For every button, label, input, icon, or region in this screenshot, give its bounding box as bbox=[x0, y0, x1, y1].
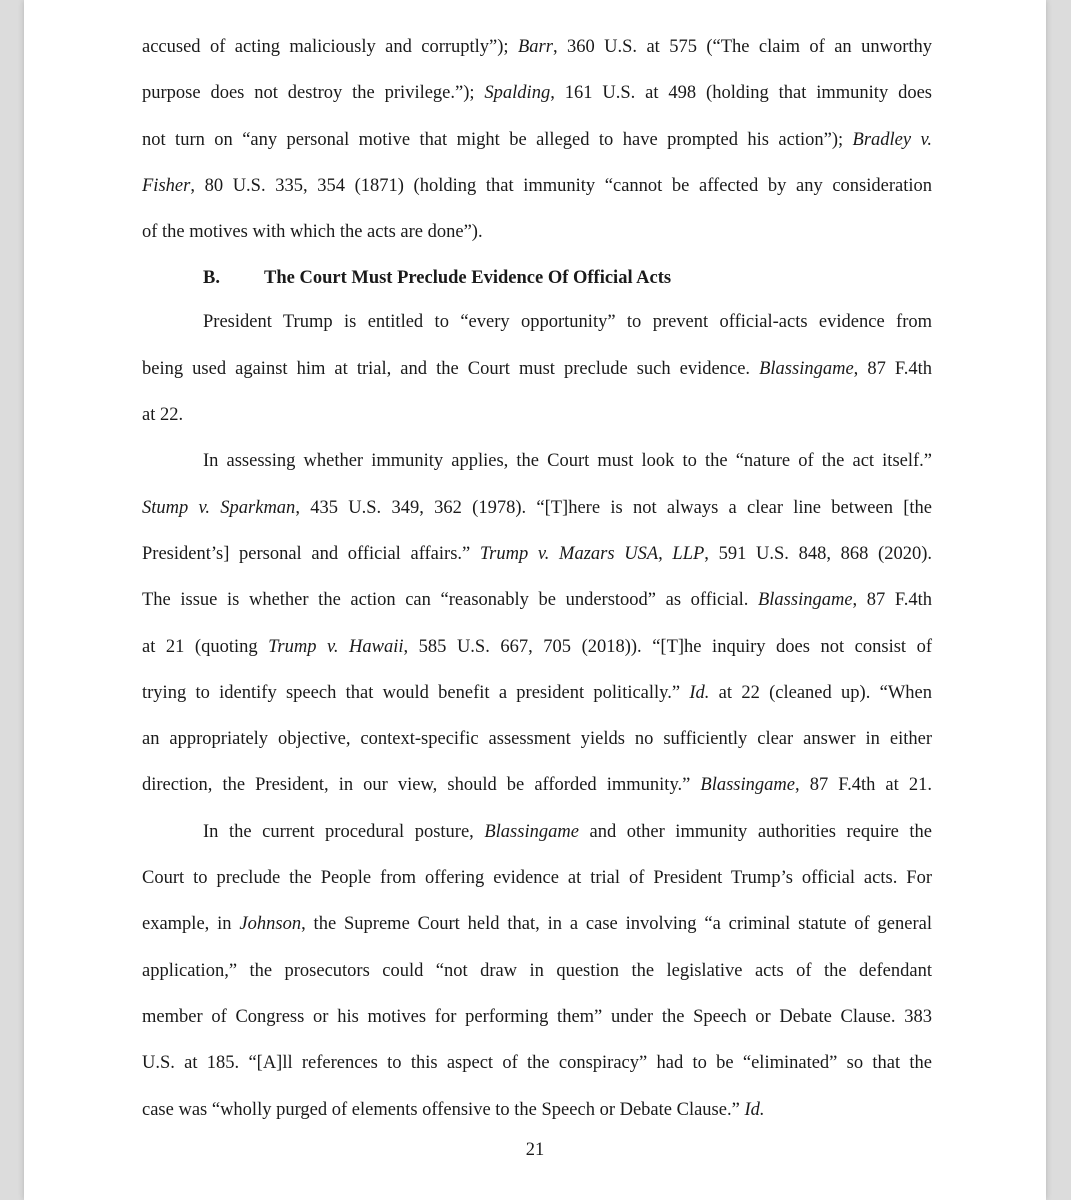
citation-italic: Blassingame bbox=[759, 358, 854, 379]
text-segment: , the Supreme Court held that, in a case involving “a criminal statute of general bbox=[301, 914, 932, 935]
text-line bbox=[142, 633, 932, 679]
citation-italic: Id. bbox=[689, 682, 710, 703]
citation-italic: Bradley v. bbox=[852, 129, 932, 150]
text-line bbox=[142, 1049, 932, 1095]
text-segment: at 22. bbox=[142, 405, 184, 426]
text-line bbox=[142, 33, 932, 79]
text-line bbox=[142, 725, 932, 771]
section-letter: B. bbox=[203, 268, 220, 289]
text-line bbox=[142, 818, 932, 864]
text-line bbox=[142, 447, 932, 493]
text-segment: , 585 U.S. 667, 705 (2018)). “[T]he inquiry does not consist of bbox=[403, 636, 932, 657]
text-segment: In assessing whether immunity applies, the Court must look to the “nature of the act itself.” bbox=[203, 451, 932, 472]
text-line bbox=[142, 79, 932, 125]
text-segment: and other immunity authorities require the bbox=[578, 821, 933, 842]
text-line bbox=[142, 1003, 932, 1049]
page-number: 21 bbox=[525, 1140, 545, 1160]
text-segment: Court to preclude the People from offering evidence at trial of President Trump’s official acts. For bbox=[142, 868, 932, 889]
paragraph-immunity-motives bbox=[142, 33, 932, 264]
text-segment: , 360 U.S. at 575 (“The claim of an unworthy bbox=[552, 37, 933, 57]
text-segment: U.S. at 185. “[A]ll references to this aspect of the conspiracy” had to be “eliminated” so that the bbox=[142, 1053, 932, 1074]
text-segment: case was “wholly purged of elements offensive to the Speech or Debate Clause.” bbox=[142, 1099, 745, 1120]
citation-italic: Id. bbox=[744, 1099, 765, 1120]
citation-italic: Blassingame bbox=[484, 821, 579, 842]
citation-italic: Blassingame bbox=[700, 775, 795, 796]
text-segment: being used against him at trial, and the Court must preclude such evidence. bbox=[142, 358, 760, 379]
text-segment: an appropriately objective, context-specific assessment yields no sufficiently clear answer in either bbox=[142, 729, 932, 750]
citation-italic: Blassingame bbox=[757, 590, 853, 611]
text-segment: not turn on “any personal motive that might be alleged to have prompted his action”); bbox=[142, 129, 853, 150]
text-line bbox=[142, 1096, 932, 1142]
text-segment: President’s] personal and official affairs.” bbox=[142, 543, 480, 564]
text-segment: , 80 U.S. 335, 354 (1871) (holding that immunity “cannot be affected by any consideration bbox=[190, 175, 932, 196]
citation-italic: Fisher bbox=[142, 175, 191, 196]
text-segment: , 435 U.S. 349, 362 (1978). “[T]here is not always a clear line between [the bbox=[295, 497, 932, 518]
section-heading bbox=[142, 264, 932, 308]
section-b-body bbox=[142, 308, 932, 1141]
citation-italic: Stump v. Sparkman bbox=[142, 497, 296, 518]
text-segment: In the current procedural posture, bbox=[203, 821, 485, 842]
text-segment: direction, the President, in our view, should be afforded immunity.” bbox=[142, 775, 701, 796]
text-line bbox=[142, 586, 932, 632]
text-segment: , 87 F.4th bbox=[853, 358, 932, 379]
text-segment: , 591 U.S. 848, 868 (2020). bbox=[704, 543, 932, 564]
text-segment: example, in bbox=[142, 914, 240, 935]
text-line bbox=[142, 864, 932, 910]
text-line bbox=[142, 771, 932, 817]
section-title: The Court Must Preclude Evidence Of Official Acts bbox=[264, 268, 672, 289]
citation-italic: Trump v. Hawaii bbox=[268, 636, 404, 657]
text-line bbox=[142, 910, 932, 956]
text-segment: , 87 F.4th bbox=[852, 590, 932, 611]
text-line bbox=[142, 494, 932, 540]
text-line bbox=[142, 540, 932, 586]
document-page bbox=[24, 0, 1046, 1200]
text-line bbox=[142, 401, 932, 447]
text-segment: , 161 U.S. at 498 (holding that immunity does bbox=[550, 83, 932, 104]
text-segment: , 87 F.4th at 21. bbox=[794, 775, 932, 796]
text-segment: member of Congress or his motives for performing them” under the Speech or Debate Clause. 383 bbox=[142, 1006, 932, 1027]
text-segment: purpose does not destroy the privilege.”); bbox=[142, 83, 485, 104]
citation-italic: Spalding bbox=[484, 83, 551, 104]
text-segment: at 21 (quoting bbox=[142, 636, 269, 657]
document-body bbox=[142, 33, 932, 1142]
text-segment: President Trump is entitled to “every opportunity” to prevent official-acts evidence from bbox=[203, 312, 932, 333]
text-line bbox=[142, 679, 932, 725]
text-line bbox=[142, 355, 932, 401]
text-line bbox=[142, 172, 932, 218]
text-line bbox=[142, 308, 932, 354]
text-line bbox=[142, 957, 932, 1003]
text-line bbox=[142, 218, 932, 264]
text-segment: of the motives with which the acts are done”). bbox=[142, 222, 483, 243]
text-line bbox=[142, 126, 932, 172]
text-segment: accused of acting maliciously and corruptly”); bbox=[142, 37, 518, 57]
text-segment: trying to identify speech that would benefit a president politically.” bbox=[142, 682, 690, 703]
citation-italic: Trump v. Mazars USA, LLP bbox=[479, 543, 705, 564]
text-segment: The issue is whether the action can “reasonably be understood” as official. bbox=[142, 590, 758, 611]
text-segment: at 22 (cleaned up). “When bbox=[709, 682, 932, 703]
citation-italic: Johnson bbox=[239, 914, 302, 935]
text-segment: application,” the prosecutors could “not draw in question the legislative acts of the defendant bbox=[142, 960, 932, 981]
citation-italic: Barr bbox=[517, 37, 553, 57]
